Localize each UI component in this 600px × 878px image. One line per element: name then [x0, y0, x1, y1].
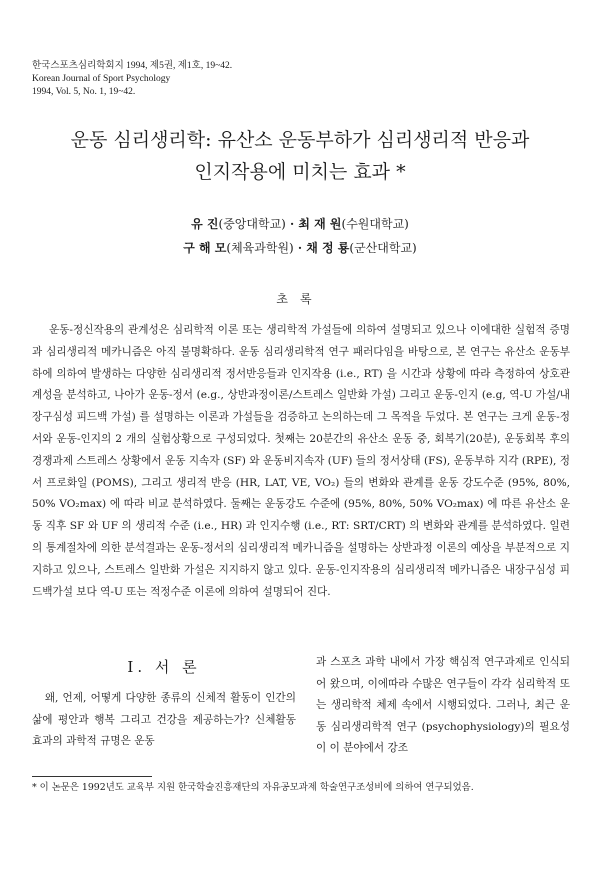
author-affiliation: (수원대학교): [341, 217, 409, 231]
author-separator: ·: [285, 217, 299, 231]
footnote: * 이 논문은 1992년도 교육부 지원 한국학술진흥재단의 자유공모과제 학술연구조성비에 의하여 연구되었음.: [32, 782, 474, 793]
paper-title: [0, 124, 600, 188]
title-line-1: 운동 심리생리학: 유산소 운동부하가 심리생리적 반응과: [70, 129, 530, 151]
author-affiliation: (중앙대학교): [218, 217, 286, 231]
section-heading-introduction: I. 서 론: [127, 658, 201, 676]
abstract-heading: 초록: [276, 292, 324, 306]
title-line-2: 인지작용에 미치는 효과 *: [194, 161, 406, 183]
journal-line-english: Korean Journal of Sport Psychology: [32, 74, 171, 84]
abstract-paragraph: 운동-정신작용의 관계성은 심리학적 이론 또는 생리학적 가설들에 의하여 설명되고 있으나 이에대한 실험적 증명과 심리생리적 메카니즘은 아직 불명확하다. 운동 심리생리학적 연구 패러다임을 바탕으로, 본 연구는 유산소 운동부하에 의하여 발생하는 다양한 심리생리적 정서반응들과 인지작용 (i.e., RT) 을 시간과 상황에 따라 측정하여 상호관계성을 분석하고, 나아가 운동-정서 (e.g., 상반과정이론/스트레스 일반화 가설) 그리고 운동-인지 (e.g, 역-U 가설/내장구심성 피드백 가설) 를 설명하는 이론과 가설들을 검증하고 논의하는데 그 목적을 두었다. 본 연구는 크게 운동-정서와 운동-인지의 2 개의 실험상황으로 구성되었다. 첫째는 20분간의 유산소 운동 중, 회복기(20분), 운동회복 후의 경쟁과제 스트레스 상황에서 운동 지속자 (SF) 와 운동비지속자 (UF) 들의 정서상태 (FS), 운동부하 지각 (RPE), 정서 프로화일 (POMS), 그리고 생리적 반응 (HR, LAT, VE, VO₂) 들의 변화와 관계를 운동 강도수준 (95%, 80%, 50% VO₂max) 에 따라 비교 분석하였다. 둘째는 운동강도 수준에 (95%, 80%, 50% VO₂max) 에 따른 유산소 운동 직후 SF 와 UF 의 생리적 수준 (i.e., HR) 과 인지수행 (i.e., RT: SRT/CRT) 의 변화와 관계를 분석하였다. 일련의 통계절차에 의한 분석결과는 운동-정서의 심리생리적 메카니즘을 설명하는 상반과정 이론의 예상을 부분적으로 지지하고 있으나, 스트레스 일반화 가설은 지지하지 않고 있다. 운동-인지작용의 심리생리적 메카니즘은 내장구심성 피드백가설 보다 역-U 또는 적정수준 이론에 의하여 설명되어 진다.: [32, 324, 570, 598]
author-name: 채 정 룡: [306, 241, 350, 255]
body-paragraph: 왜, 언제, 어떻게 다양한 종류의 신체적 활동이 인간의 삶에 평안과 행복 그리고 건강을 제공하는가? 신체활동 효과의 과학적 규명은 운동: [32, 692, 296, 747]
journal-citation: [32, 60, 232, 99]
author-name: 구 해 모: [183, 241, 227, 255]
author-line-1: [0, 212, 600, 236]
footnote-divider: [32, 776, 152, 777]
author-affiliation: (군산대학교): [349, 241, 417, 255]
author-name: 유 진: [191, 217, 219, 231]
author-separator: ·: [293, 241, 307, 255]
author-list: [0, 212, 600, 260]
body-column-left: [32, 688, 296, 753]
author-affiliation: (체육과학원): [226, 241, 294, 255]
body-column-right: [316, 652, 570, 760]
journal-line-korean: 한국스포츠심리학회지 1994, 제5권, 제1호, 19~42.: [32, 61, 233, 71]
author-line-2: [0, 236, 600, 260]
author-name: 최 재 원: [298, 217, 342, 231]
abstract-body: [32, 320, 570, 603]
body-paragraph: 과 스포츠 과학 내에서 가장 핵심적 연구과제로 인식되어 왔으며, 이에따라 수많은 연구들이 각각 심리학적 또는 생리학적 체제 속에서 시행되었다. 그러나, 최근 운동 심리생리학적 연구 (psychophysiology)의 필요성이 이 분야에서 강조: [316, 656, 570, 754]
journal-line-volume: 1994, Vol. 5, No. 1, 19~42.: [32, 87, 136, 97]
